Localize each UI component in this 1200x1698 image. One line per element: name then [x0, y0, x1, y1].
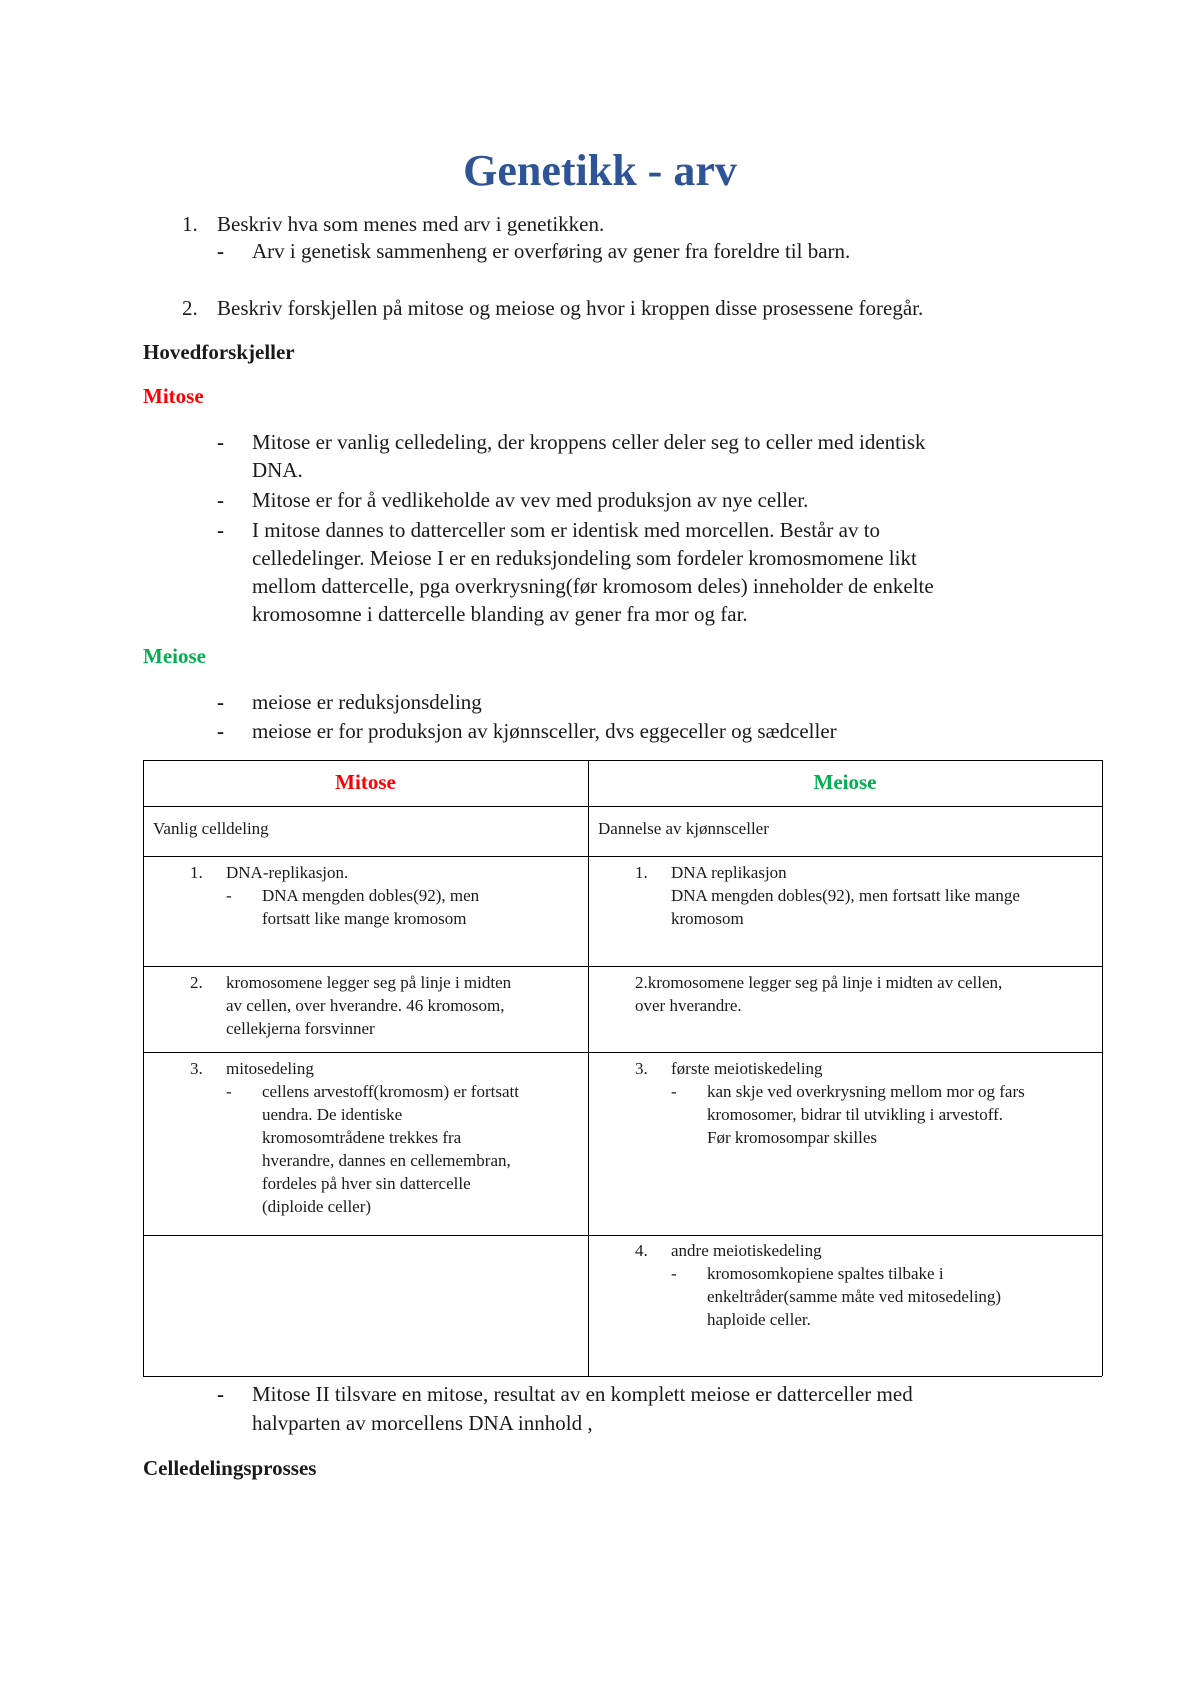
table-cell: enkeltråder(samme måte ved mitosedeling) — [707, 1287, 1002, 1306]
bullet-dash: - — [217, 690, 224, 714]
mitose-bullet-1-line-1: Mitose er vanlig celledeling, der kroppens celler deler seg to celler med identisk — [252, 430, 926, 454]
table-cell-number: 1. — [190, 863, 203, 882]
table-cell: Før kromosompar skilles — [707, 1128, 877, 1147]
comparison-table — [143, 760, 1102, 1376]
heading-meiose: Meiose — [143, 644, 206, 668]
q2-text: Beskriv forskjellen på mitose og meiose og hvor i kroppen disse prosessene foregår. — [217, 296, 924, 320]
table-cell-number: 1. — [635, 863, 648, 882]
table-cell: haploide celler. — [707, 1310, 811, 1329]
bullet-dash: - — [217, 430, 224, 454]
table-cell: cellekjerna forsvinner — [226, 1019, 375, 1038]
q1-number: 1. — [182, 212, 198, 236]
table-cell-number: 4. — [635, 1241, 648, 1260]
table-border — [143, 806, 1102, 807]
table-cell: uendra. De identiske — [262, 1105, 403, 1124]
table-border — [1102, 760, 1103, 1376]
heading-mitose: Mitose — [143, 384, 204, 408]
q2-number: 2. — [182, 296, 198, 320]
bullet-dash: - — [217, 719, 224, 743]
q1-answer: Arv i genetisk sammenheng er overføring av gener fra foreldre til barn. — [252, 239, 851, 263]
bullet-dash: - — [671, 1082, 677, 1101]
table-cell: (diploide celler) — [262, 1197, 372, 1216]
mitose-bullet-3-line-2: celledelinger. Meiose I er en reduksjondeling som fordeler kromosmomene likt — [252, 546, 917, 570]
bullet-dash: - — [226, 886, 232, 905]
table-cell: DNA mengden dobles(92), men — [262, 886, 480, 905]
table-cell: DNA mengden dobles(92), men fortsatt like mange — [671, 886, 1020, 905]
table-header-mitose: Mitose — [335, 770, 396, 794]
table-border — [143, 856, 1102, 857]
bullet-dash: - — [217, 1382, 224, 1406]
meiose-bullet-1: meiose er reduksjonsdeling — [252, 690, 482, 714]
table-cell: fortsatt like mange kromosom — [262, 909, 467, 928]
table-header-meiose: Meiose — [813, 770, 877, 794]
mitose-bullet-3-line-4: kromosomne i dattercelle blanding av gener fra mor og far. — [252, 602, 748, 626]
table-cell-number: 3. — [635, 1059, 648, 1078]
table-cell: kromosomtrådene trekkes fra — [262, 1128, 462, 1147]
table-cell: mitosedeling — [226, 1059, 314, 1078]
after-table-bullet-line-2: halvparten av morcellens DNA innhold , — [252, 1411, 593, 1435]
table-cell: Dannelse av kjønnsceller — [598, 819, 769, 838]
table-border — [143, 966, 1102, 967]
bullet-dash: - — [226, 1082, 232, 1101]
table-border — [588, 760, 589, 1376]
table-cell: Vanlig celldeling — [153, 819, 269, 838]
meiose-bullet-2: meiose er for produksjon av kjønnsceller, dvs eggeceller og sædceller — [252, 719, 837, 743]
bullet-dash: - — [671, 1264, 677, 1283]
table-cell: hverandre, dannes en cellemembran, — [262, 1151, 511, 1170]
table-cell-number: 3. — [190, 1059, 203, 1078]
table-cell: kromosomer, bidrar til utvikling i arvestoff. — [707, 1105, 1003, 1124]
table-border — [143, 1235, 1102, 1236]
table-cell-number: 2. — [190, 973, 203, 992]
mitose-bullet-1-line-2: DNA. — [252, 458, 303, 482]
table-border — [143, 1376, 1102, 1377]
bullet-dash: - — [217, 488, 224, 512]
q1-text: Beskriv hva som menes med arv i genetikken. — [217, 212, 605, 236]
table-cell: kromosomene legger seg på linje i midten — [226, 973, 512, 992]
table-cell: av cellen, over hverandre. 46 kromosom, — [226, 996, 505, 1015]
table-cell: cellens arvestoff(kromosm) er fortsatt — [262, 1082, 519, 1101]
table-cell: DNA-replikasjon. — [226, 863, 349, 882]
table-cell: fordeles på hver sin dattercelle — [262, 1174, 471, 1193]
table-cell: DNA replikasjon — [671, 863, 787, 882]
table-border — [143, 760, 144, 1376]
table-border — [143, 760, 1102, 761]
after-table-bullet-line-1: Mitose II tilsvare en mitose, resultat av en komplett meiose er datterceller med — [252, 1382, 913, 1406]
table-cell: kan skje ved overkrysning mellom mor og fars — [707, 1082, 1025, 1101]
table-cell: 2.kromosomene legger seg på linje i midten av cellen, — [635, 973, 1003, 992]
table-cell: første meiotiskedeling — [671, 1059, 823, 1078]
mitose-bullet-2: Mitose er for å vedlikeholde av vev med produksjon av nye celler. — [252, 488, 809, 512]
heading-cell-division-process: Celledelingsprosses — [143, 1456, 317, 1480]
mitose-bullet-3-line-1: I mitose dannes to datterceller som er identisk med morcellen. Består av to — [252, 518, 881, 542]
page-title: Genetikk - arv — [463, 146, 737, 195]
bullet-dash: - — [217, 239, 224, 263]
table-cell: kromosom — [671, 909, 744, 928]
table-cell: over hverandre. — [635, 996, 742, 1015]
mitose-bullet-3-line-3: mellom dattercelle, pga overkrysning(før kromosom deles) inneholder de enkelte — [252, 574, 934, 598]
table-cell: andre meiotiskedeling — [671, 1241, 822, 1260]
table-border — [143, 1052, 1102, 1053]
bullet-dash: - — [217, 518, 224, 542]
table-cell: kromosomkopiene spaltes tilbake i — [707, 1264, 944, 1283]
heading-main-differences: Hovedforskjeller — [143, 340, 295, 364]
